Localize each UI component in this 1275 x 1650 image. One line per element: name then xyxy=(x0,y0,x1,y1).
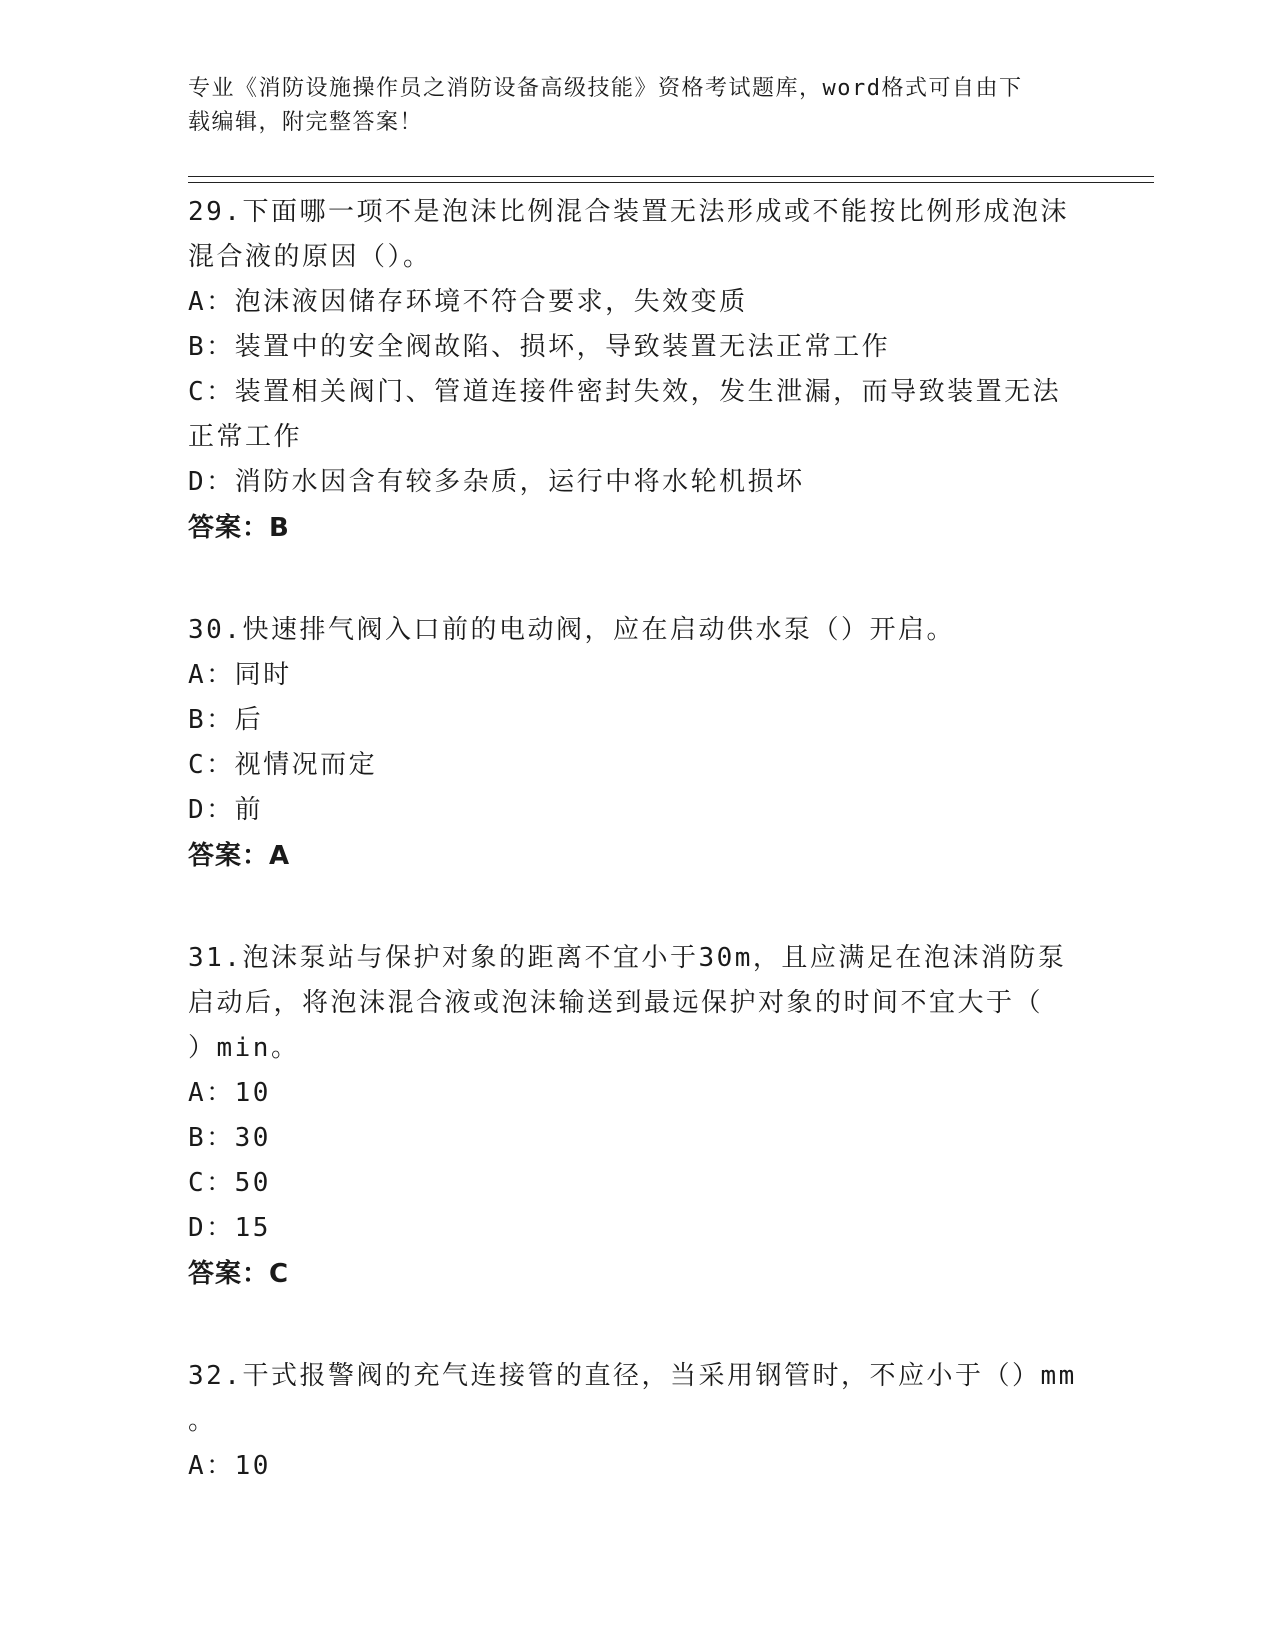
question-29-option-c-line-2: 正常工作 xyxy=(188,422,303,452)
question-29-option-b: B：装置中的安全阀故陷、损坏，导致装置无法正常工作 xyxy=(188,332,891,362)
question-29 xyxy=(188,190,1088,551)
question-32-option-a: A：10 xyxy=(188,1451,271,1481)
question-29-answer: 答案：B xyxy=(188,513,290,543)
question-29-option-a: A：泡沫液因储存环境不符合要求，失效变质 xyxy=(188,287,748,317)
question-31-option-a: A：10 xyxy=(188,1078,271,1108)
header-line-1: 专业《消防设施操作员之消防设备高级技能》资格考试题库，word格式可自由下 xyxy=(188,76,1023,101)
question-31-text-line-1: 31.泡沫泵站与保护对象的距离不宜小于30m，且应满足在泡沫消防泵 xyxy=(188,943,1067,973)
header-divider-top xyxy=(188,176,1154,177)
question-32-text-line-2: 。 xyxy=(188,1406,217,1436)
question-31-option-b: B：30 xyxy=(188,1123,271,1153)
question-32 xyxy=(188,1354,1088,1489)
question-29-option-d: D：消防水因含有较多杂质，运行中将水轮机损坏 xyxy=(188,467,805,497)
header-line-2: 载编辑，附完整答案！ xyxy=(188,110,424,135)
question-spacer xyxy=(188,1297,1088,1354)
question-30-text-line-1: 30.快速排气阀入口前的电动阀，应在启动供水泵（）开启。 xyxy=(188,615,955,645)
question-31-text-line-3: ）min。 xyxy=(188,1033,300,1063)
question-29-text-line-1: 29.下面哪一项不是泡沫比例混合装置无法形成或不能按比例形成泡沫 xyxy=(188,197,1069,227)
question-31-answer: 答案：C xyxy=(188,1259,290,1289)
question-spacer xyxy=(188,551,1088,608)
question-30-option-a: A：同时 xyxy=(188,660,292,690)
question-31 xyxy=(188,936,1088,1297)
question-30 xyxy=(188,608,1088,879)
question-30-option-d: D：前 xyxy=(188,795,264,825)
question-29-text-line-2: 混合液的原因（）。 xyxy=(188,242,432,272)
question-list xyxy=(188,190,1088,1489)
header-divider-bottom xyxy=(188,182,1154,183)
question-29-option-c-line-1: C：装置相关阀门、管道连接件密封失效，发生泄漏，而导致装置无法 xyxy=(188,377,1062,407)
question-31-option-d: D：15 xyxy=(188,1213,271,1243)
question-30-option-c: C：视情况而定 xyxy=(188,750,378,780)
question-30-option-b: B：后 xyxy=(188,705,264,735)
question-31-text-line-2: 启动后，将泡沫混合液或泡沫输送到最远保护对象的时间不宜大于（ xyxy=(188,988,1044,1018)
document-header xyxy=(188,72,1068,140)
question-31-option-c: C：50 xyxy=(188,1168,271,1198)
question-spacer xyxy=(188,879,1088,936)
question-30-answer: 答案：A xyxy=(188,841,291,871)
question-32-text-line-1: 32.干式报警阀的充气连接管的直径，当采用钢管时，不应小于（）mm xyxy=(188,1361,1077,1391)
